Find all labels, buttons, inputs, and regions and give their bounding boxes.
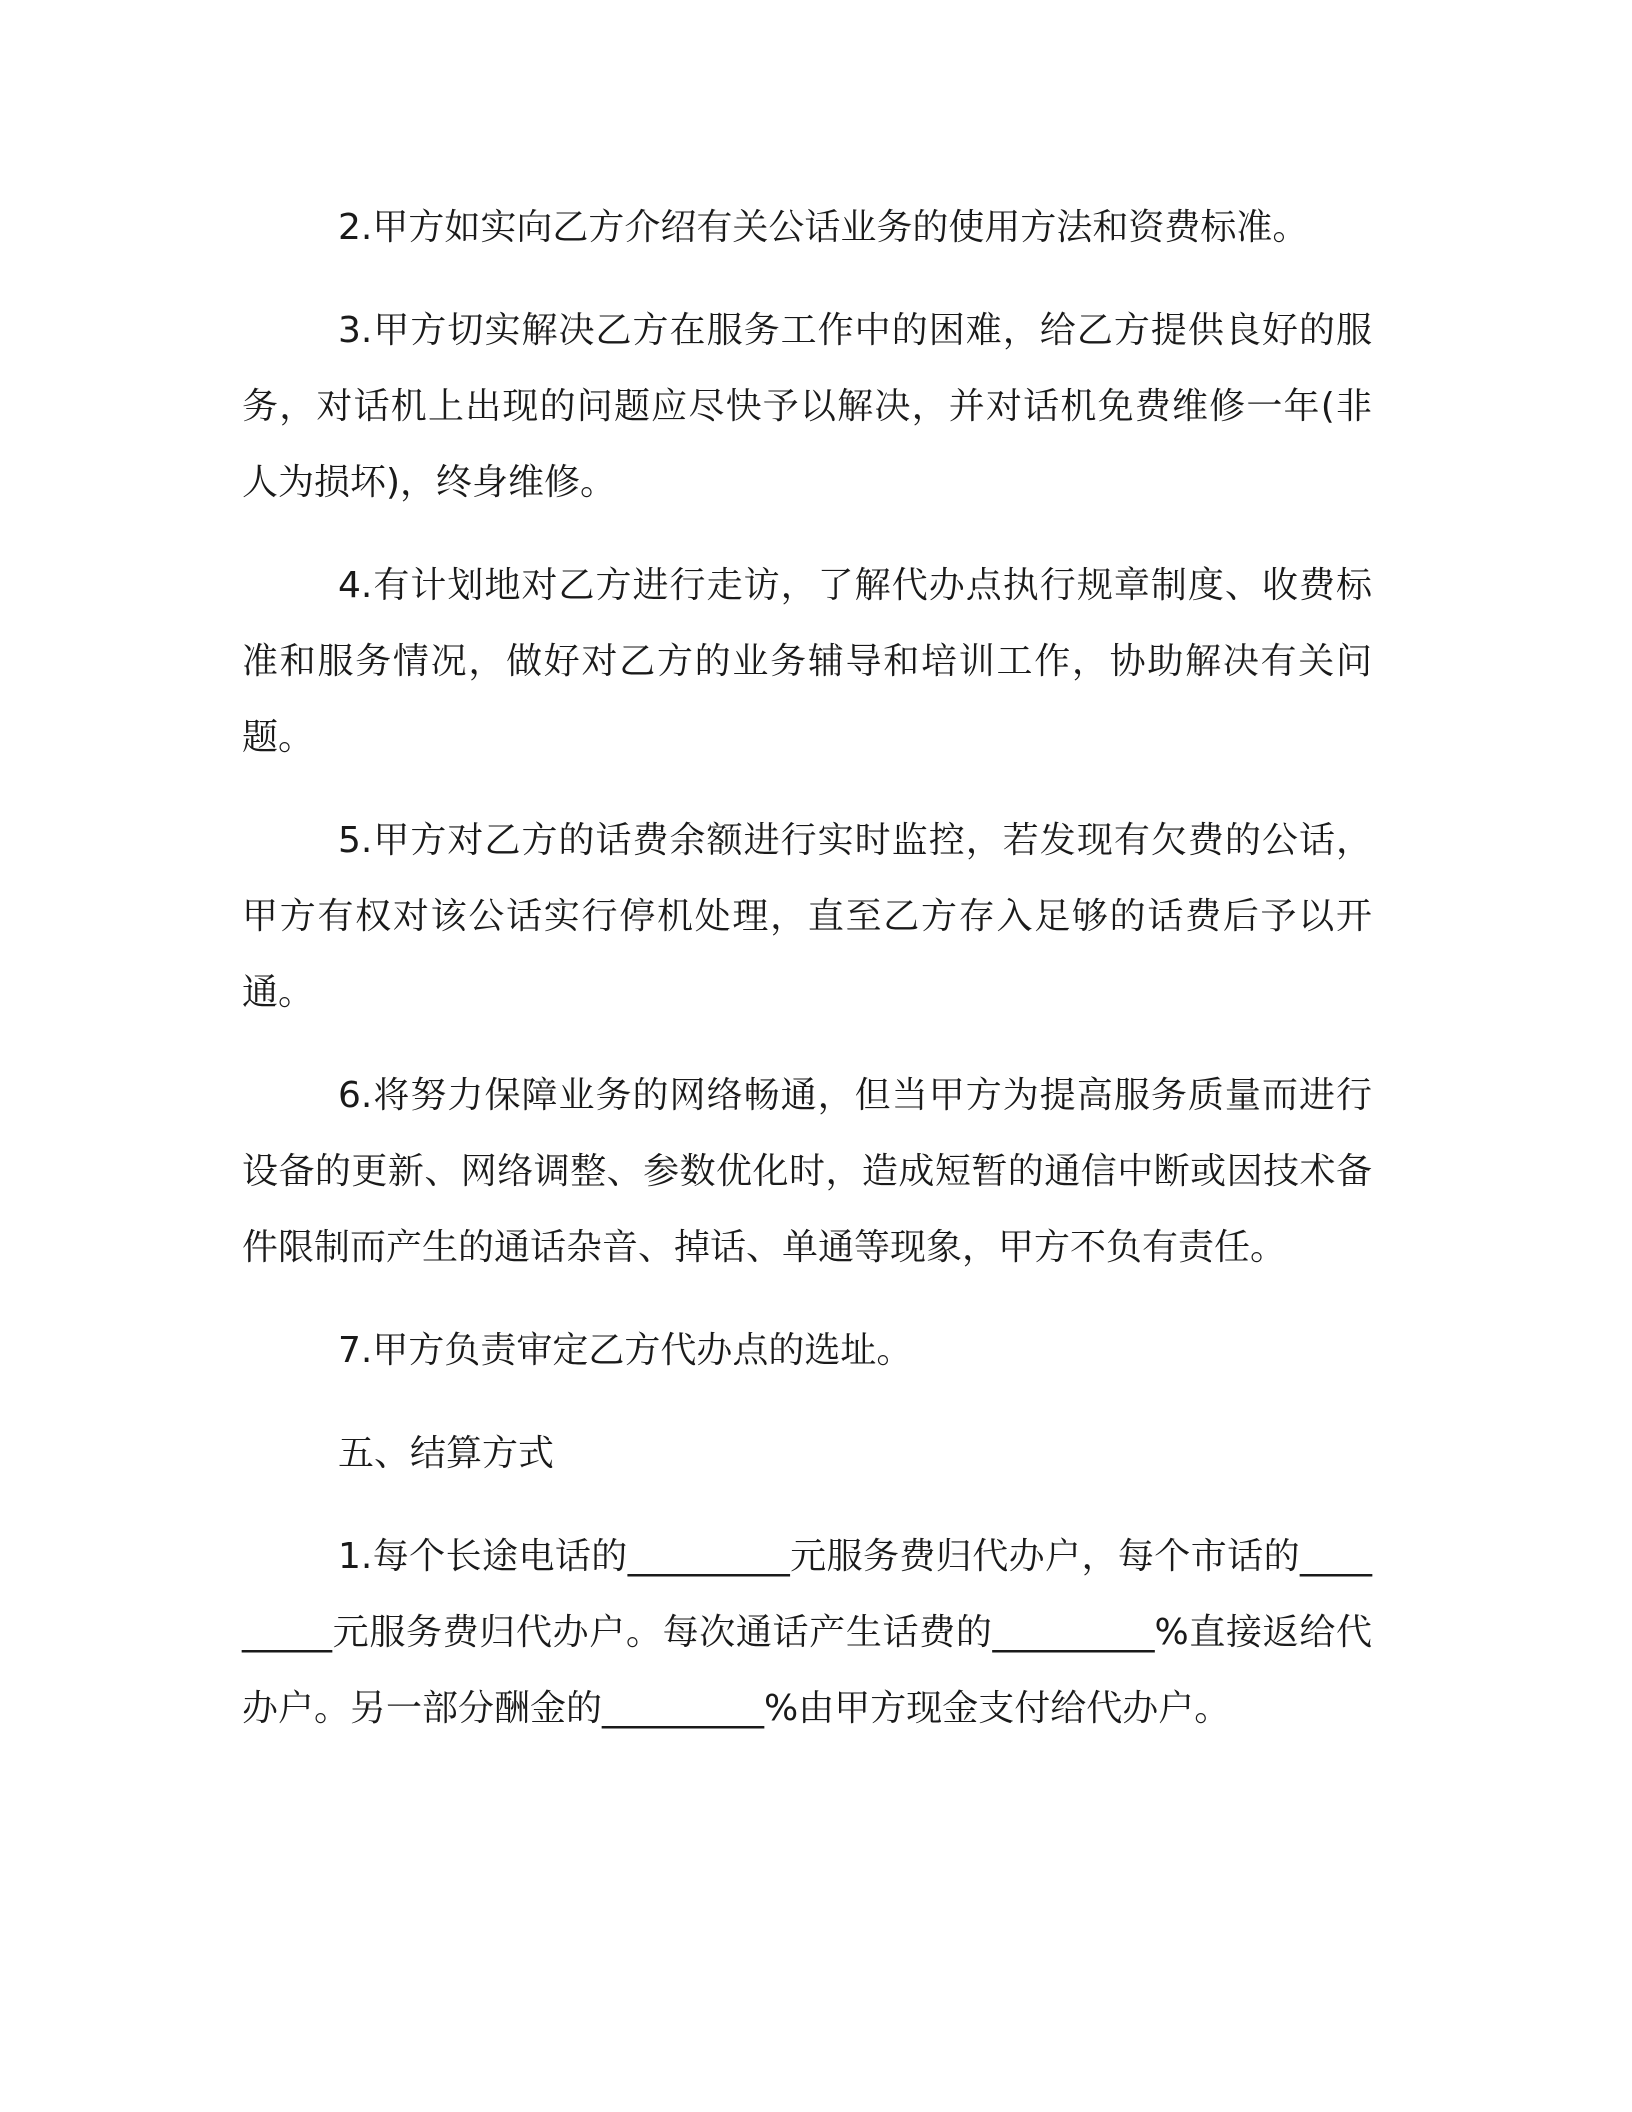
clause-2: 2.甲方如实向乙方介绍有关公话业务的使用方法和资费标准。: [338, 207, 1309, 248]
clause-6: 6.将努力保障业务的网络畅通，但当甲方为提高服务质量而进行设备的更新、网络调整、参数优化时，造成短暂的通信中断或因技术备件限制而产生的通话杂音、掉话、单通等现象，甲方不负有责任。: [242, 1075, 1372, 1268]
clause-7: 7.甲方负责审定乙方代办点的选址。: [338, 1330, 913, 1371]
settlement-clause-1: 1.每个长途电话的_________元服务费归代办户，每个市话的_________元服务费归代办户。每次通话产生话费的_________%直接返给代办户。另一部分酬金的_________%由甲方现金支付给代办户。: [242, 1536, 1372, 1729]
clause-5: 5.甲方对乙方的话费余额进行实时监控，若发现有欠费的公话，甲方有权对该公话实行停机处理，直至乙方存入足够的话费后予以开通。: [242, 820, 1372, 1013]
clause-4: 4.有计划地对乙方进行走访，了解代办点执行规章制度、收费标准和服务情况，做好对乙方的业务辅导和培训工作，协助解决有关问题。: [242, 565, 1372, 758]
section-heading: 五、结算方式: [338, 1433, 555, 1474]
document-body: [242, 190, 1372, 1774]
clause-3: 3.甲方切实解决乙方在服务工作中的困难，给乙方提供良好的服务，对话机上出现的问题应尽快予以解决，并对话机免费维修一年(非人为损坏)，终身维修。: [242, 310, 1372, 503]
